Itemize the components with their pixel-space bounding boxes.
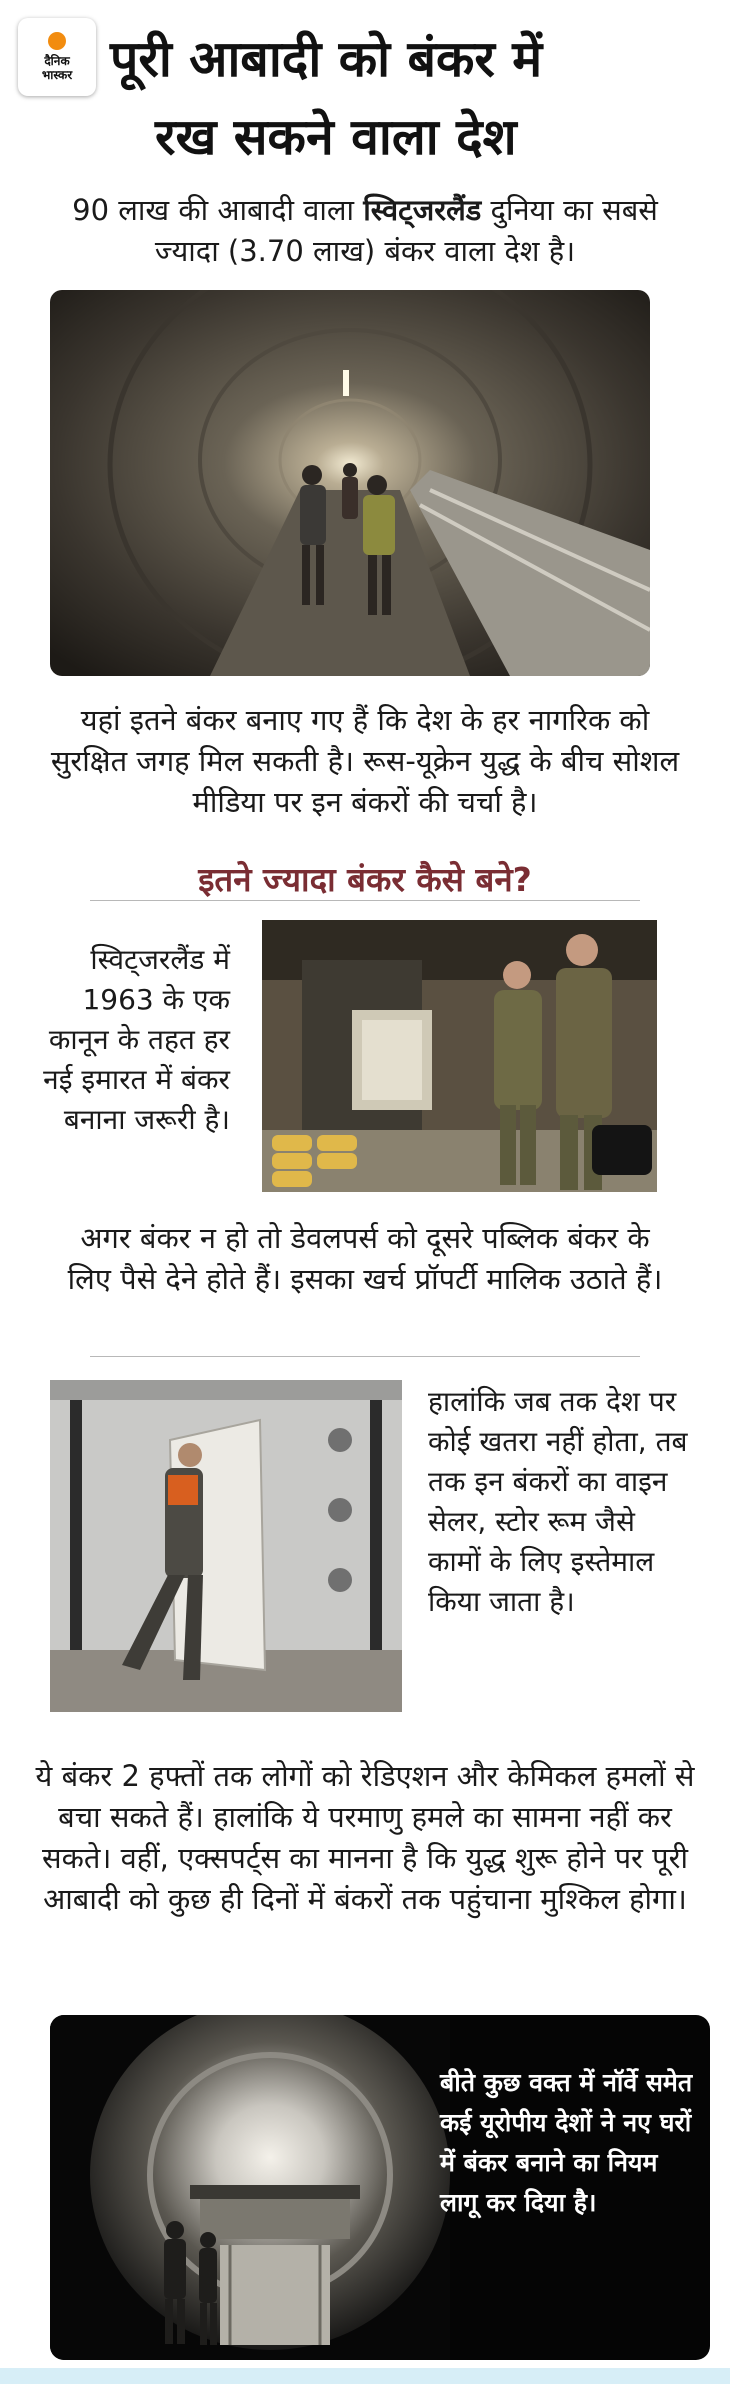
intro-paragraph xyxy=(40,190,690,272)
title-line1: पूरी आबादी को बंकर में xyxy=(110,30,543,88)
divider-1 xyxy=(90,900,640,901)
law-text: स्विट्जरलैंड में 1963 के एक कानून के तहत हर नई इमारत में बंकर बनाना जरूरी है। xyxy=(43,943,230,1136)
dainik-bhaskar-logo xyxy=(18,18,96,96)
paragraph-2: अगर बंकर न हो तो डेवलपर्स को दूसरे पब्लिक बंकर के लिए पैसे देने होते हैं। इसका खर्च प्रॉपर्टी मालिक उठाते हैं। xyxy=(67,1221,663,1296)
usage-text: हालांकि जब तक देश पर कोई खतरा नहीं होता, तब तक इन बंकरों का वाइन सेलर, स्टोर रूम जैसे कामों के लिए इस्तेमाल किया जाता है। xyxy=(428,1385,688,1618)
intro-highlight: स्विट्जरलैंड xyxy=(363,193,482,227)
tunnel-entrance-photo xyxy=(50,2015,450,2360)
divider-2 xyxy=(90,1356,640,1357)
logo-line2: भास्कर xyxy=(41,68,73,82)
intro-part2: दुनिया का सबसे ज्यादा (3.70 लाख) बंकर वाला देश है। xyxy=(154,193,658,268)
tunnel-photo xyxy=(50,290,650,676)
closing-text: बीते कुछ वक्त में नॉर्वे समेत कई यूरोपीय देशों ने नए घरों में बंकर बनाने का नियम लागू कर दिया है। xyxy=(440,2068,693,2217)
intro-part1: 90 लाख की आबादी वाला xyxy=(72,193,364,227)
closing-card xyxy=(50,2015,710,2360)
bunker-door-photo xyxy=(50,1380,402,1712)
page-title xyxy=(110,20,710,176)
sun-icon xyxy=(48,32,66,50)
soldiers-photo xyxy=(262,920,657,1192)
paragraph-3: ये बंकर 2 हफ्तों तक लोगों को रेडिएशन और केमिकल हमलों से बचा सकते हैं। हालांकि ये परमाणु हमले का सामना नहीं कर सकते। वहीं, एक्सपर्ट्स का मानना है कि युद्ध शुरू होने पर पूरी आबादी को कुछ ही दिनों में बंकरों तक पहुंचाना मुश्किल होगा। xyxy=(35,1759,695,1916)
logo-line1: दैनिक xyxy=(44,54,70,68)
section-heading: इतने ज्यादा बंकर कैसे बने? xyxy=(198,860,532,899)
footer-bar xyxy=(0,2368,730,2384)
paragraph-1: यहां इतने बंकर बनाए गए हैं कि देश के हर नागरिक को सुरक्षित जगह मिल सकती है। रूस-यूक्रेन युद्ध के बीच सोशल मीडिया पर इन बंकरों की चर्चा है। xyxy=(50,703,680,819)
title-line2: रख सकने वाला देश xyxy=(155,108,517,166)
